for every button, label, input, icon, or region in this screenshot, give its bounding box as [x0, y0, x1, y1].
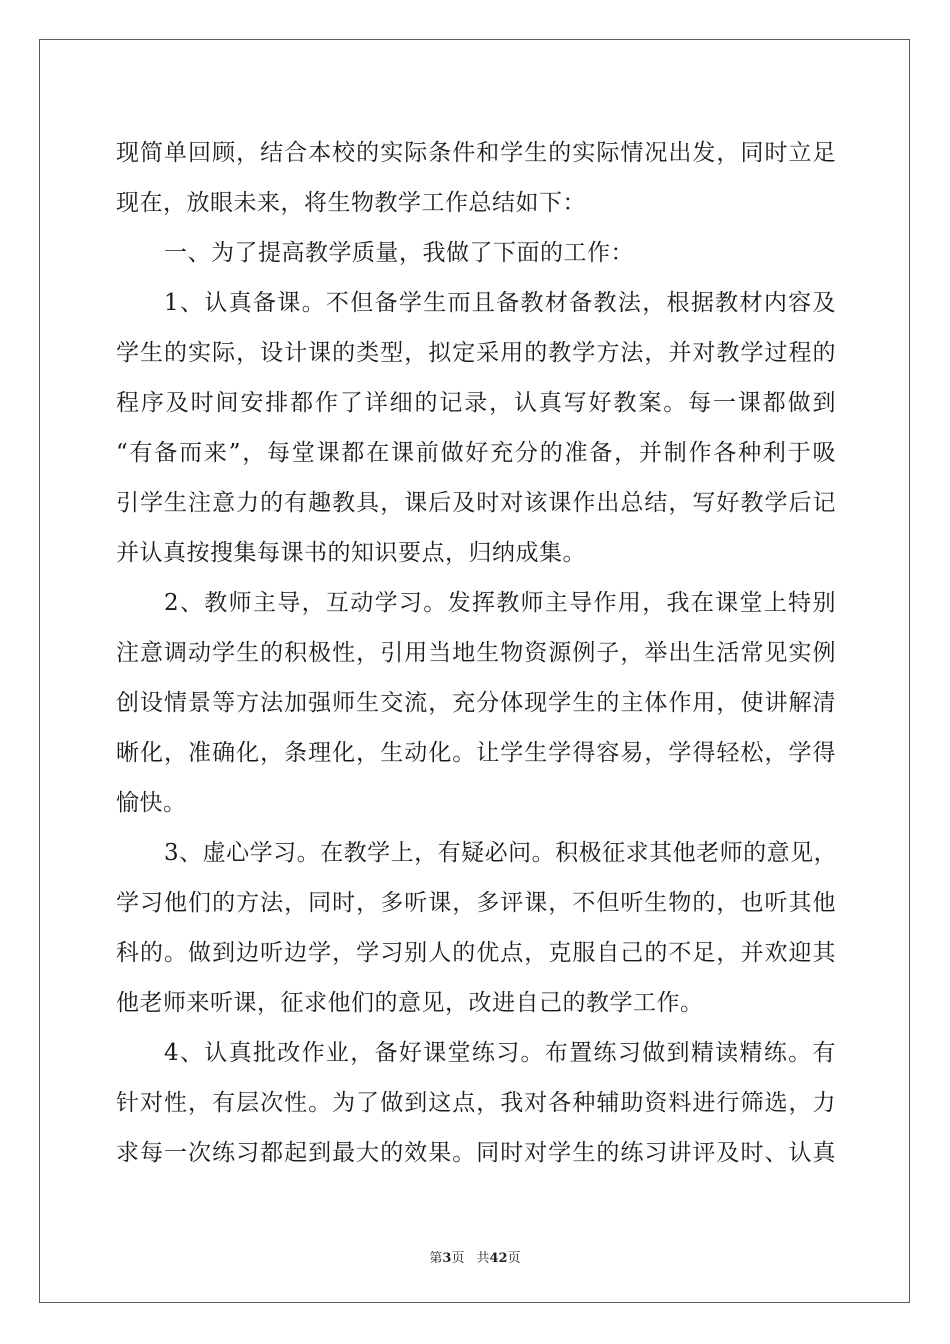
document-body	[116, 128, 836, 1178]
page-footer	[0, 1247, 950, 1266]
text-line: 注意调动学生的积极性，引用当地生物资源例子，举出生活常见实例	[116, 640, 836, 666]
text-line: 针对性，有层次性。为了做到这点，我对各种辅助资料进行筛选，力	[116, 1090, 836, 1116]
text-line: 4、认真批改作业，备好课堂练习。布置练习做到精读精练。有	[164, 1040, 836, 1066]
page-suffix: 页	[451, 1251, 465, 1266]
text-line: 2、教师主导，互动学习。发挥教师主导作用，我在课堂上特别	[164, 590, 836, 616]
current-page-number: 3	[442, 1251, 452, 1266]
text-line: 学生的实际，设计课的类型，拟定采用的教学方法，并对教学过程的	[116, 340, 836, 366]
text-line: 学习他们的方法，同时，多听课，多评课，不但听生物的，也听其他	[116, 890, 836, 916]
total-page-count: 42	[489, 1251, 508, 1266]
text-line: 引学生注意力的有趣教具，课后及时对该课作出总结，写好教学后记	[116, 490, 836, 516]
text-line: 他老师来听课，征求他们的意见，改进自己的教学工作。	[116, 990, 704, 1016]
text-line: 现简单回顾，结合本校的实际条件和学生的实际情况出发，同时立足	[116, 140, 836, 166]
section-heading: 一、为了提高教学质量，我做了下面的工作：	[164, 240, 634, 266]
text-line: 科的。做到边听边学，学习别人的优点，克服自己的不足，并欢迎其	[116, 940, 836, 966]
text-line: 创设情景等方法加强师生交流，充分体现学生的主体作用，使讲解清	[116, 690, 836, 716]
text-line: 晰化，准确化，条理化，生动化。让学生学得容易，学得轻松，学得	[116, 740, 836, 766]
text-line: 3、虚心学习。在教学上，有疑必问。积极征求其他老师的意见，	[164, 840, 838, 866]
text-line: 并认真按搜集每课书的知识要点，归纳成集。	[116, 540, 586, 566]
text-line: 1、认真备课。不但备学生而且备教材备教法，根据教材内容及	[164, 290, 836, 316]
text-line: 愉快。	[116, 790, 187, 816]
total-prefix: 共	[476, 1251, 490, 1266]
page-prefix: 第	[429, 1251, 443, 1266]
text-line: 程序及时间安排都作了详细的记录，认真写好教案。每一课都做到	[116, 390, 836, 416]
text-line: 现在，放眼未来，将生物教学工作总结如下：	[116, 190, 586, 216]
text-line: “有备而来”，每堂课都在课前做好充分的准备，并制作各种利于吸	[116, 440, 836, 466]
text-line: 求每一次练习都起到最大的效果。同时对学生的练习讲评及时、认真	[116, 1140, 836, 1166]
total-suffix: 页	[507, 1251, 521, 1266]
